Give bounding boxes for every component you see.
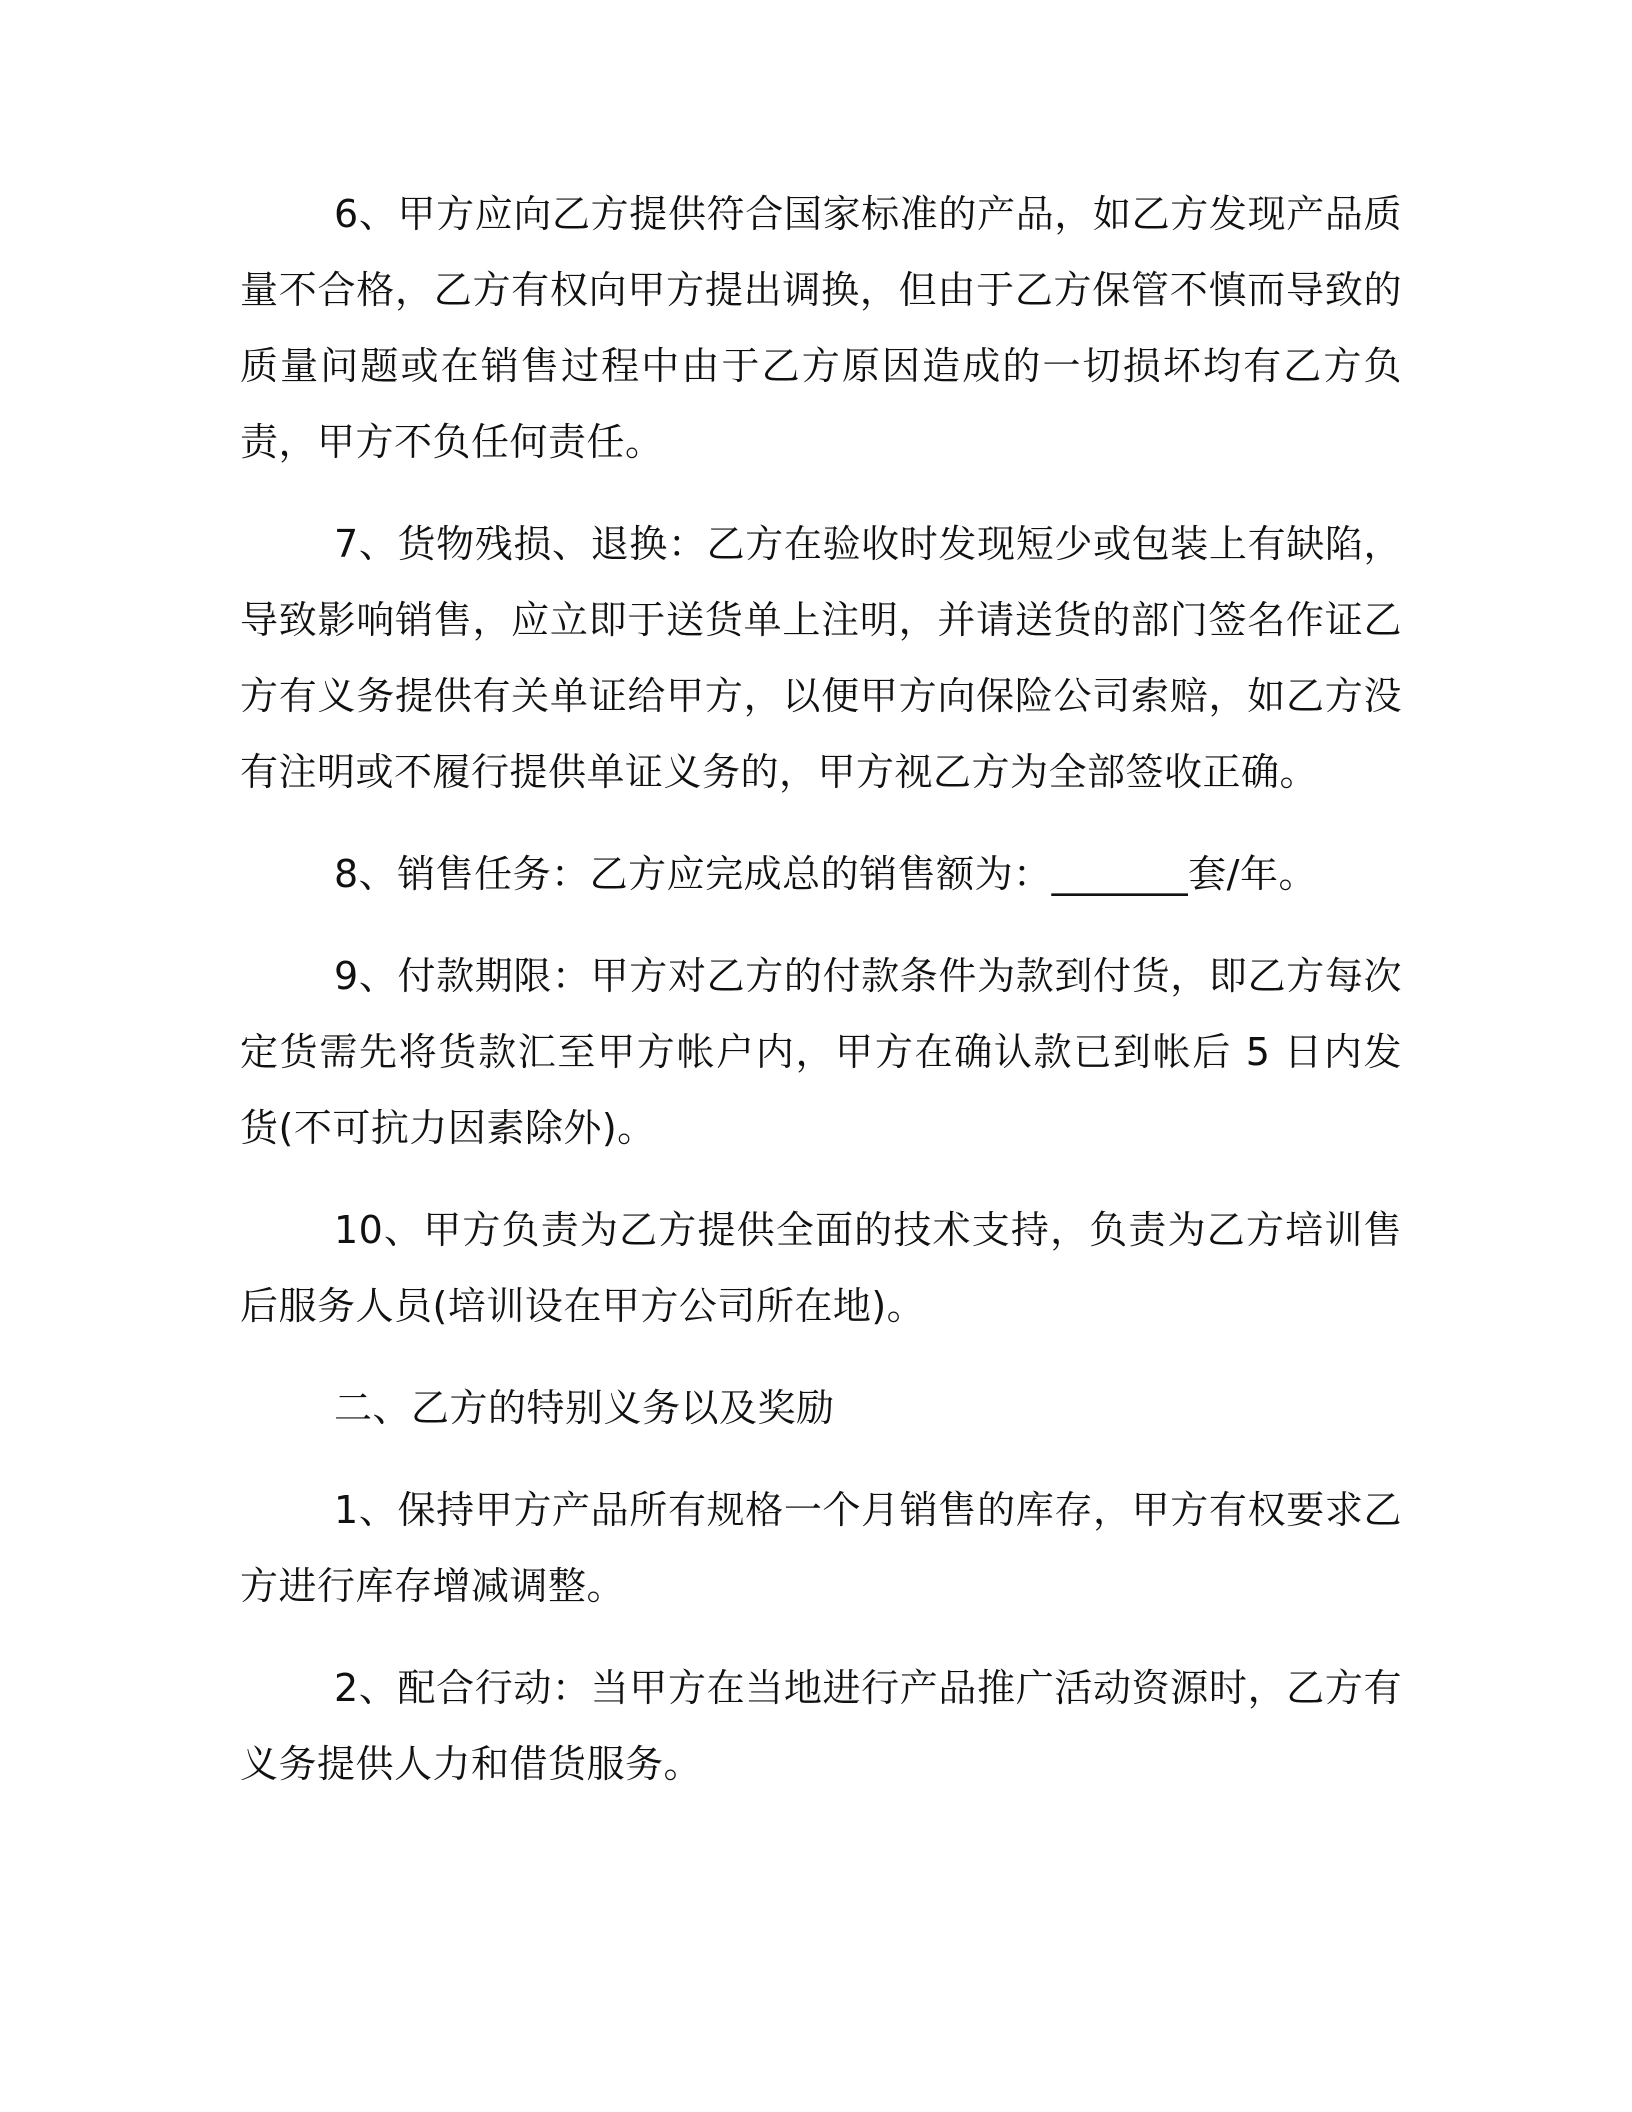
clause-6: 6、甲方应向乙方提供符合国家标准的产品，如乙方发现产品质量不合格，乙方有权向甲方提出调换，但由于乙方保管不慎而导致的质量问题或在销售过程中由于乙方原因造成的一切损坏均有乙方负责，甲方不负任何责任。: [240, 192, 1402, 464]
document-body: [240, 176, 1402, 1828]
section-heading: 二、乙方的特别义务以及奖励: [334, 1386, 835, 1430]
clause-9: 9、付款期限：甲方对乙方的付款条件为款到付货，即乙方每次定货需先将货款汇至甲方帐户内，甲方在确认款已到帐后 5 日内发货(不可抗力因素除外)。: [240, 954, 1402, 1150]
obligation-2: 2、配合行动：当甲方在当地进行产品推广活动资源时，乙方有义务提供人力和借货服务。: [240, 1666, 1402, 1786]
clause-7: 7、货物残损、退换：乙方在验收时发现短少或包装上有缺陷，导致影响销售，应立即于送货单上注明，并请送货的部门签名作证乙方有义务提供有关单证给甲方，以便甲方向保险公司索赔，如乙方没有注明或不履行提供单证义务的，甲方视乙方为全部签收正确。: [240, 522, 1402, 794]
clause-10: 10、甲方负责为乙方提供全面的技术支持，负责为乙方培训售后服务人员(培训设在甲方公司所在地)。: [240, 1208, 1402, 1328]
clause-8: 8、销售任务：乙方应完成总的销售额为：_______套/年。: [334, 852, 1317, 896]
obligation-1: 1、保持甲方产品所有规格一个月销售的库存，甲方有权要求乙方进行库存增减调整。: [240, 1488, 1402, 1608]
